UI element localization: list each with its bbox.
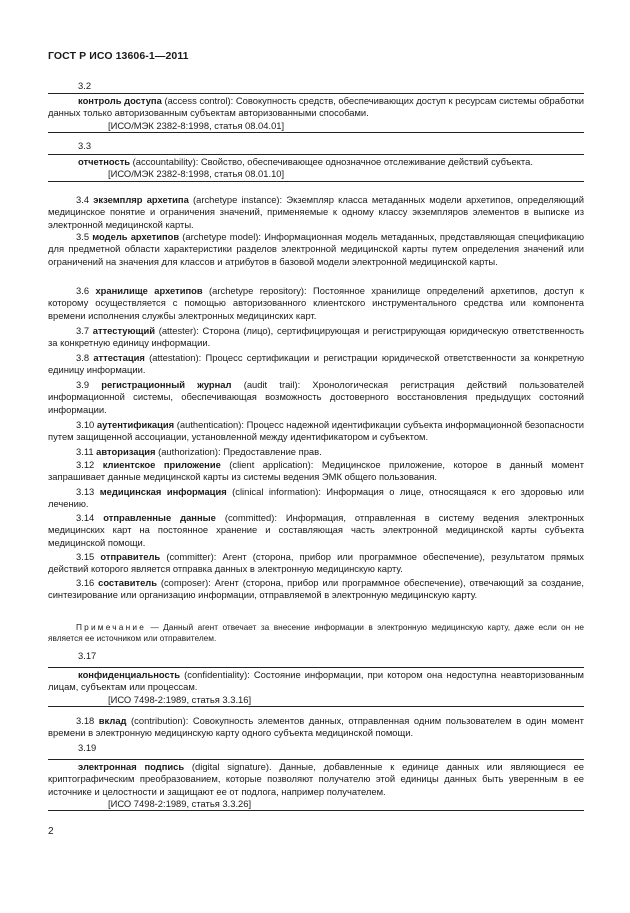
- term-paragraph: 3.12 клиентское приложение (client application): Медицинское приложение, которое в данный момент запрашивает данные медицинской карты из системы ведения ЭМК общего пользования.: [48, 459, 584, 483]
- definition: (confidentiality): Состояние информации, при котором она недоступна неавторизованным лицам, субъектам или процессам.: [48, 669, 584, 693]
- definition-text: [48, 156, 584, 168]
- term-paragraph: 3.7 аттестующий (attester): Сторона (лицо), сертифицирующая и регистрирующая юридическую ответственность за конкретную единицу информации.: [48, 325, 585, 349]
- term-number: 3.2: [78, 80, 92, 91]
- source-reference: [ИСО/МЭК 2382-8:1998, статья 08.04.01]: [108, 119, 285, 131]
- term-paragraph: 3.13 медицинская информация (clinical information): Информация о лице, относящаяся к его здоровью или лечению.: [48, 486, 585, 510]
- term-paragraph: 3.8 аттестация (attestation): Процесс сертификации и регистрации юридической ответственности за конкретную единицу информации.: [48, 352, 585, 376]
- boxed-term-definition: [48, 667, 584, 707]
- source-reference: [ИСО 7498-2:1989, статья 3.3.26]: [108, 797, 252, 809]
- term-paragraph: 3.18 вклад (contribution): Совокупность элементов данных, отправленная одним пользователем в один момент времени в электронную медицинскую карту одного субъекта медицинской помощи.: [48, 715, 584, 739]
- definition: (access control): Совокупность средств, обеспечивающих доступ к ресурсам системы обработки данных только авторизованным субъектам авторизованными способами.: [48, 95, 584, 119]
- definition-text: [48, 669, 584, 694]
- definition: (digital signature). Данные, добавленные к единице данных или являющиеся ее криптографическим преобразованием, которые позволяют получателю этой единицы данных быть уверенным в ее источнике и целостности и защищают ее от подлога, например получателем.: [48, 761, 584, 797]
- note-label: Примечание: [76, 622, 147, 632]
- term-paragraph: 3.11 авторизация (authorization): Предоставление прав.: [76, 446, 322, 457]
- term-number: 3.19: [78, 742, 97, 753]
- term-paragraph: 3.5 модель архетипов (archetype model): Информационная модель метаданных, представляющая спецификацию для предметной области характеристики разделов электронной медицинской карты путем определения значений или ограничений на значения для классов и атрибутов в базовой модели электронной медицинской карты.: [48, 231, 584, 267]
- source-reference: [ИСО 7498-2:1989, статья 3.3.16]: [108, 693, 252, 705]
- term: электронная подпись: [78, 761, 185, 772]
- note: [48, 622, 584, 644]
- term-number: 3.17: [78, 650, 97, 661]
- term-paragraph: 3.4 экземпляр архетипа (archetype instance): Экземпляр класса метаданных модели архетипов, определяющий медицинское понятие и ограничения значений, применяемые к одному классу экземпляров элементов в выписке из электронной медицинской карты.: [48, 194, 585, 230]
- boxed-term-definition: [48, 93, 584, 133]
- term: отчетность: [78, 156, 131, 167]
- term-paragraph: 3.9 регистрационный журнал (audit trail): Хронологическая регистрация действий пользователей информационной системы, обеспечивающая возможность достоверного восстановления предыдущих состояний информации.: [48, 379, 584, 415]
- document-header: ГОСТ Р ИСО 13606-1—2011: [48, 50, 189, 62]
- definition-text: [48, 95, 584, 120]
- term-paragraph: 3.10 аутентификация (authentication): Процесс надежной идентификации субъекта информационной безопасности путем защищенной ассоциации, установленной между идентификатором и субъектом.: [48, 419, 584, 443]
- boxed-term-definition: [48, 759, 584, 811]
- term-paragraph: 3.6 хранилище архетипов (archetype repository): Постоянное хранилище определений архетипов, доступ к которому осуществляется с помощью авторизованного клиентского инструментального средства или компонента времени исполнения службы электронных медицинских карт.: [48, 285, 584, 321]
- note-text: — Данный агент отвечает за внесение информации в электронную медицинскую карту, даже если он не является ее источником или отправителем.: [48, 622, 584, 643]
- term: контроль доступа: [78, 95, 162, 106]
- page-number: 2: [48, 826, 54, 837]
- term-number: 3.3: [78, 140, 92, 151]
- boxed-term-definition: [48, 154, 584, 182]
- term-paragraph: 3.14 отправленные данные (committed): Информация, отправленная в систему ведения электронных медицинских карт на постоянное хранение и составляющая часть электронной медицинской карты субъекта медицинской помощи.: [48, 512, 584, 548]
- source-reference: [ИСО/МЭК 2382-8:1998, статья 08.01.10]: [108, 168, 285, 180]
- definition-text: [48, 761, 584, 798]
- term-paragraph: 3.16 составитель (composer): Агент (сторона, прибор или программное обеспечение), отвечающий за создание, синтезирование или организацию информации, отправляемой в электронную медицинскую карту.: [48, 577, 585, 601]
- term-paragraph: 3.15 отправитель (committer): Агент (сторона, прибор или программное обеспечение), результатом прямых действий которого является отправка данных в электронную медицинскую карту.: [48, 551, 584, 575]
- term: конфиденциальность: [78, 669, 181, 680]
- definition: (accountability): Свойство, обеспечивающее однозначное отслеживание действий субъекта.: [130, 156, 533, 167]
